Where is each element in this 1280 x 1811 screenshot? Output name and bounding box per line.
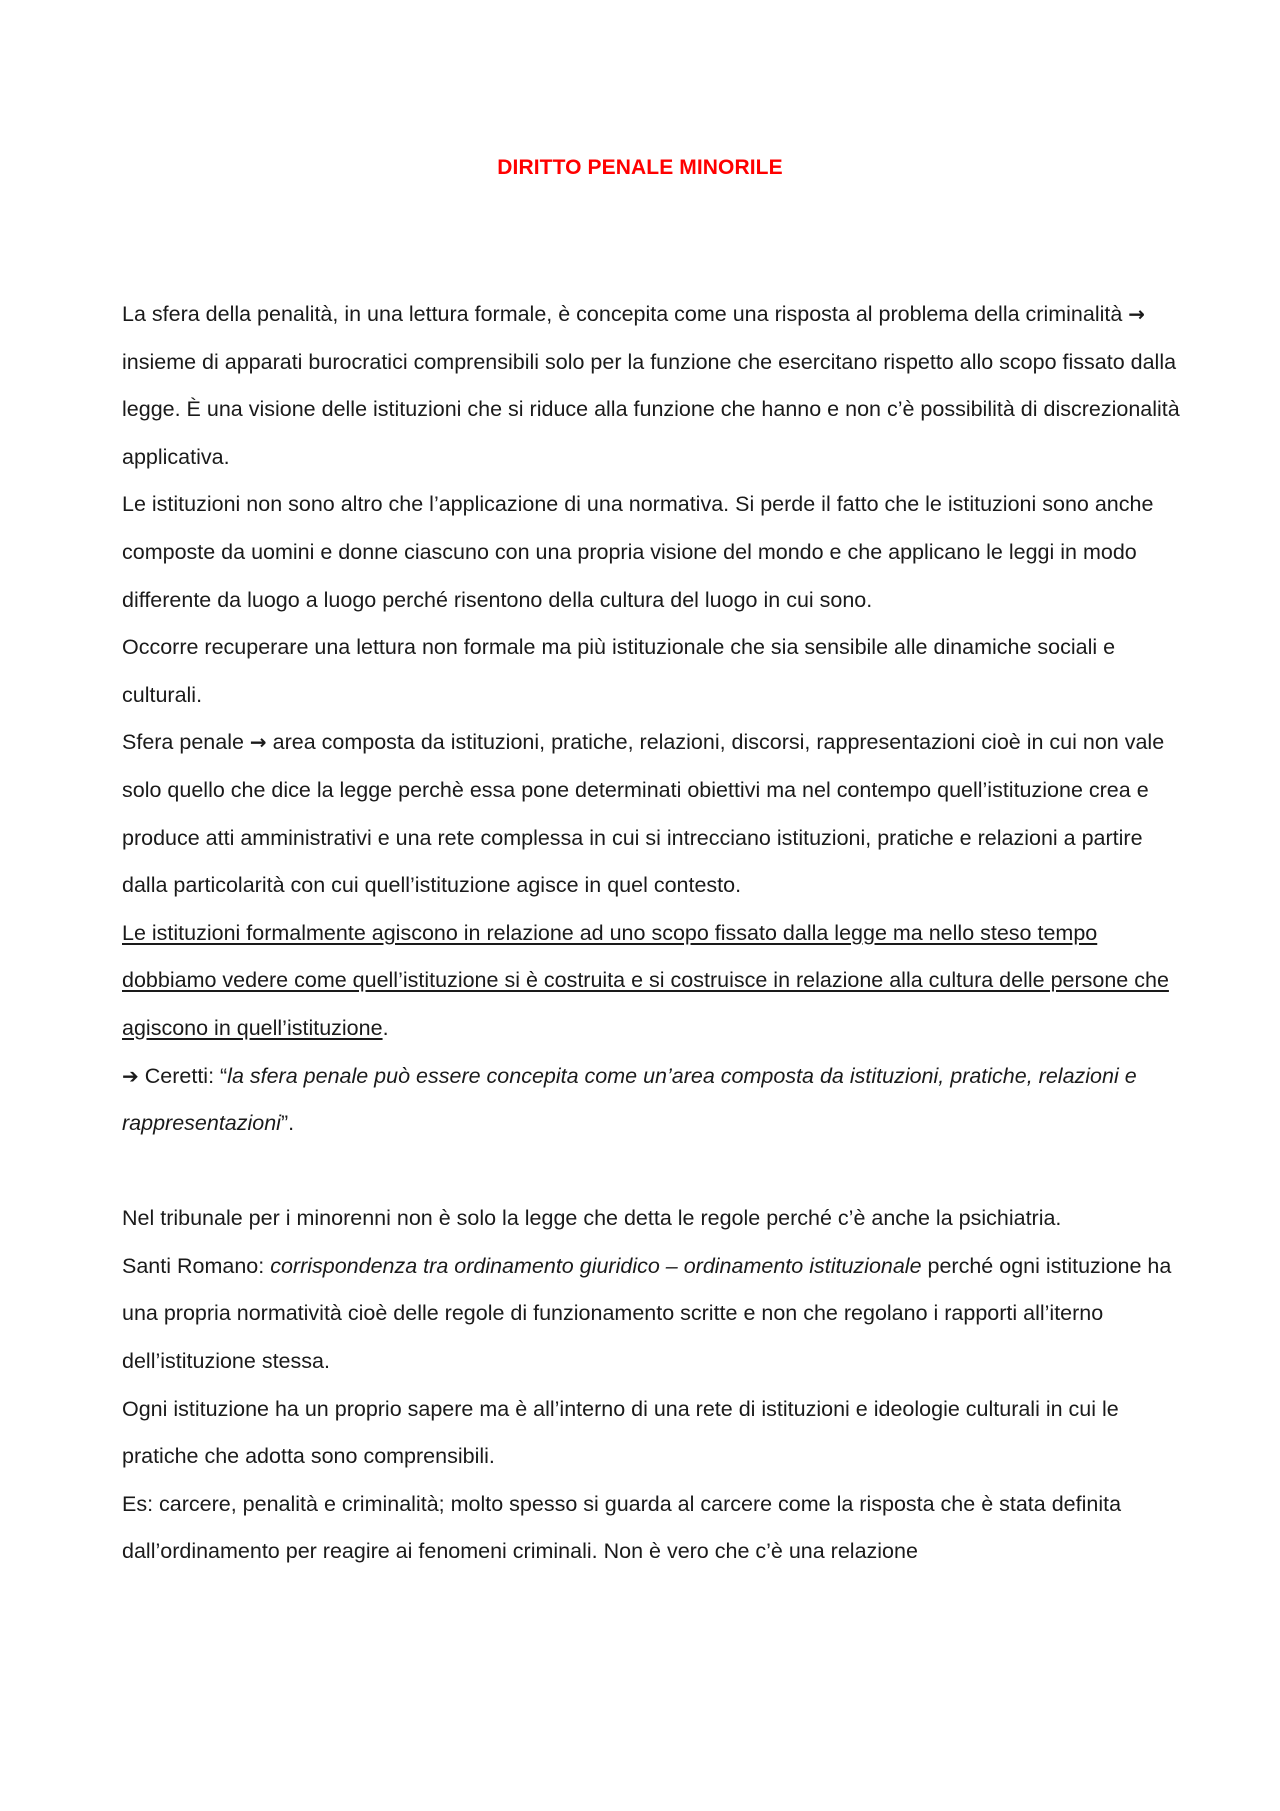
underlined-statement-end: .	[382, 1015, 389, 1040]
underlined-statement: Le istituzioni formalmente agiscono in relazione ad uno scopo fissato dalla legge ma nello steso tempo dobbiamo vedere come quell’istituzione si è costruita e si costruisce in relazione alla cultura delle persone che agiscono in quell’istituzione	[122, 920, 1169, 1040]
paragraph-knowledge: Ogni istituzione ha un proprio sapere ma è all’interno di una rete di istituzioni e ideologie culturali in cui le pratiche che adotta sono comprensibili.	[122, 1396, 1119, 1469]
paragraph-prison-example: Es: carcere, penalità e criminalità; molto spesso si guarda al carcere come la risposta che è stata definita dall’ordinamento per reagire ai fenomeni criminali. Non è vero che c’è una relazione	[122, 1491, 1122, 1564]
paragraph-underlined-note	[122, 910, 1182, 1053]
paragraph-penality	[122, 291, 1182, 481]
ceretti-lead: Ceretti: “	[138, 1063, 228, 1088]
arrow-right-icon: →	[1128, 302, 1146, 326]
santi-romano-italic: corrispondenza tra ordinamento giuridico – ordinamento istituzionale	[270, 1253, 922, 1278]
santi-romano-rest: perché ogni istituzione ha una propria normatività cioè delle regole di funzionamento scritte e non che regolano i rapporti all’iterno dell’istituzione stessa.	[122, 1253, 1172, 1374]
paragraph-gap	[122, 1148, 1182, 1196]
ceretti-quote-end: ”.	[280, 1111, 295, 1136]
document-title: DIRITTO PENALE MINORILE	[497, 156, 783, 179]
document-body	[122, 291, 1182, 1576]
paragraph-penality-rest: insieme di apparati burocratici comprensibili solo per la funzione che esercitano rispetto allo scopo fissato dalla legge. È una visione delle istituzioni che si riduce alla funzione che hanno e non c’è possibilità di discrezionalità applicativa.	[122, 349, 1180, 469]
paragraph-penal-sphere-start: Sfera penale	[122, 730, 250, 755]
paragraph-institutions: Le istituzioni non sono altro che l’applicazione di una normativa. Si perde il fatto che le istituzioni sono anche composte da uomini e donne ciascuno con una propria visione del mondo e che applicano le leggi in modo differente da luogo a luogo perché risentono della cultura del luogo in cui sono.	[122, 492, 1154, 612]
ceretti-quote: la sfera penale può essere concepita come un’area composta da istituzioni, pratiche, relazioni e rappresentazioni	[122, 1063, 1137, 1136]
paragraph-penality-start: La sfera della penalità, in una lettura formale, è concepita come una risposta al problema della criminalità	[122, 302, 1129, 326]
santi-romano-lead: Santi Romano:	[122, 1253, 271, 1278]
paragraph-penal-sphere	[122, 719, 1182, 909]
paragraph-juvenile-court: Nel tribunale per i minorenni non è solo la legge che detta le regole perché c’è anche la psichiatria.	[122, 1206, 1062, 1231]
paragraph-ceretti-quote	[122, 1053, 1182, 1148]
paragraph-santi-romano	[122, 1243, 1182, 1386]
paragraph-penal-sphere-rest: area composta da istituzioni, pratiche, relazioni, discorsi, rappresentazioni cioè in cui non vale solo quello che dice la legge perchè essa pone determinati obiettivi ma nel contempo quell’istituzione crea e produce atti amministrativi e una rete complessa in cui si intrecciano istituzioni, pratiche e relazioni a partire dalla particolarità con cui quell’istituzione agisce in quel contesto.	[122, 730, 1165, 898]
paragraph-non-formal-reading: Occorre recuperare una lettura non formale ma più istituzionale che sia sensibile alle dinamiche sociali e culturali.	[122, 635, 1116, 707]
bold-arrow-icon: ➔	[122, 1063, 139, 1088]
arrow-right-icon: →	[249, 730, 267, 755]
